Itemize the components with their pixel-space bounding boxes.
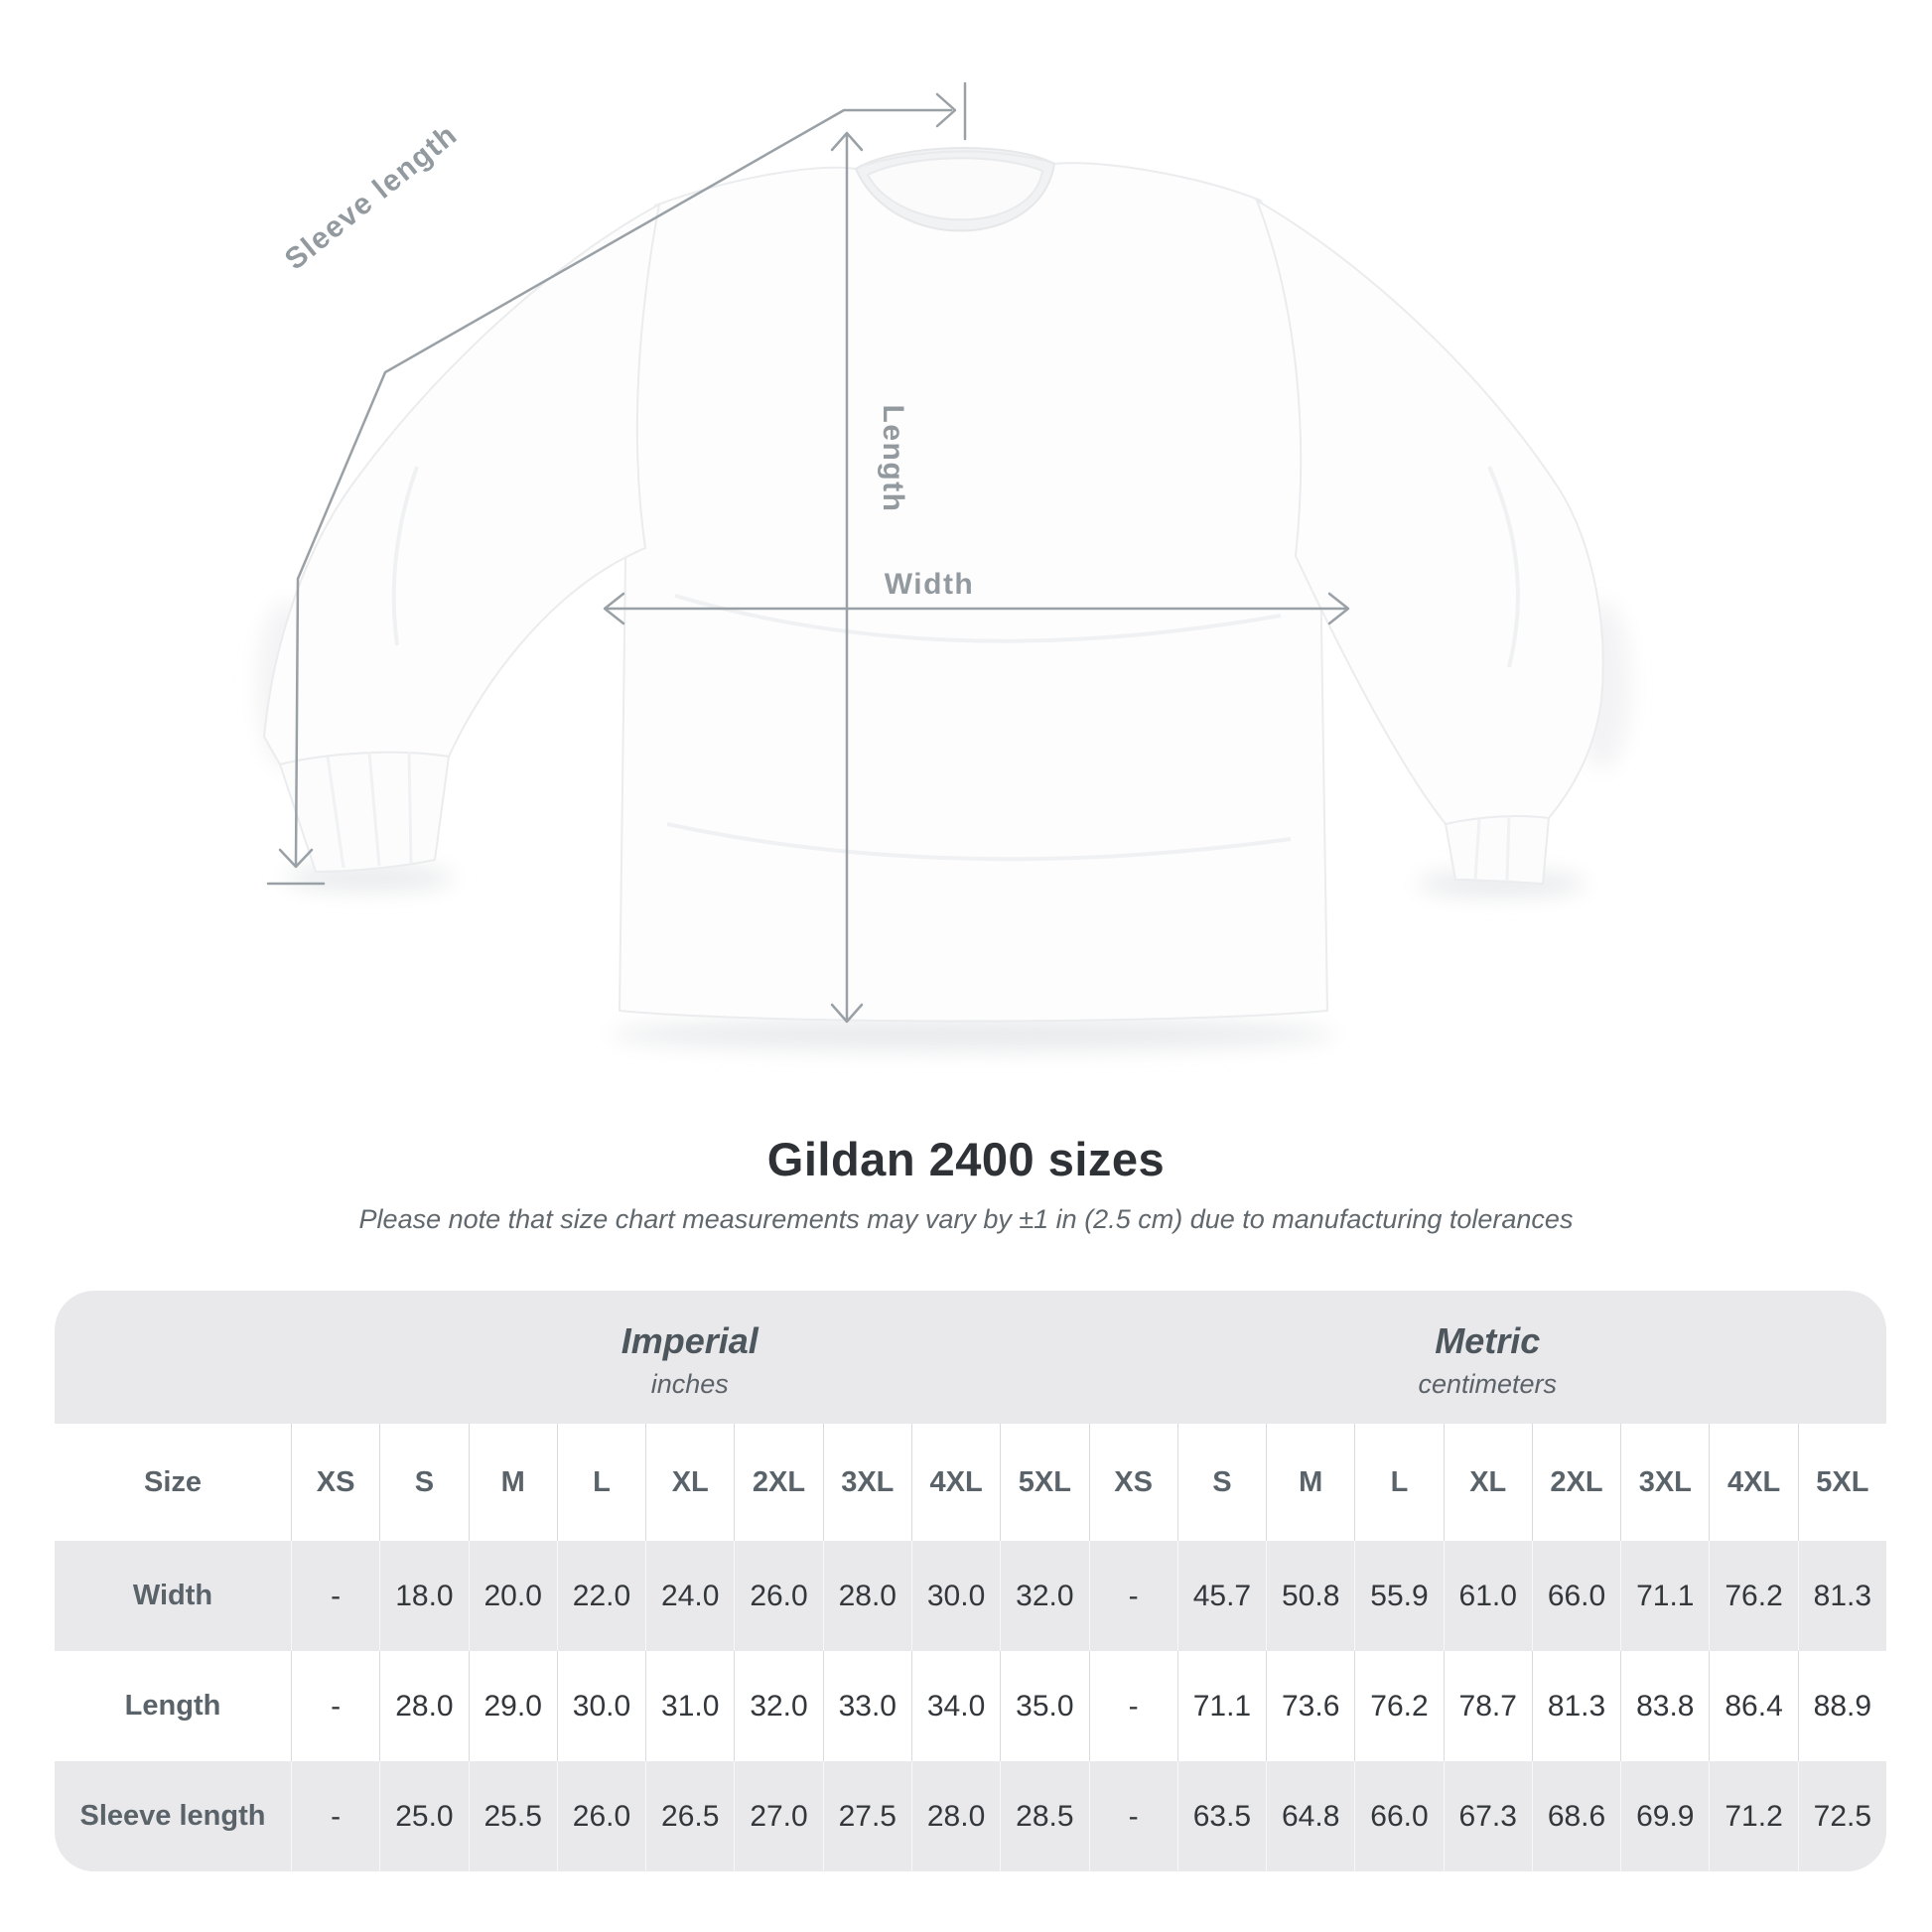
- value-cell: 26.5: [645, 1761, 734, 1871]
- row-label: Length: [124, 1690, 221, 1722]
- value-cell: 67.3: [1444, 1761, 1532, 1871]
- value-cell: -: [291, 1651, 379, 1761]
- value-cell: -: [291, 1541, 379, 1651]
- size-column-header: XL: [1444, 1424, 1532, 1541]
- value-cell: 28.0: [823, 1541, 911, 1651]
- value-cell: 45.7: [1177, 1541, 1266, 1651]
- value-cell: 27.0: [734, 1761, 822, 1871]
- length-label: Length: [877, 404, 909, 513]
- value-cell: 50.8: [1266, 1541, 1354, 1651]
- value-cell: 61.0: [1444, 1541, 1532, 1651]
- value-cell: 76.2: [1709, 1541, 1797, 1651]
- value-cell: -: [1089, 1761, 1177, 1871]
- value-cell: 83.8: [1620, 1651, 1709, 1761]
- value-cell: 55.9: [1354, 1541, 1443, 1651]
- value-cell: 71.2: [1709, 1761, 1797, 1871]
- metric-title: Metric: [1435, 1320, 1541, 1361]
- size-column-header: 4XL: [911, 1424, 1000, 1541]
- size-column-header: XS: [291, 1424, 379, 1541]
- table-row: [55, 1761, 1886, 1871]
- size-column-header: L: [1354, 1424, 1443, 1541]
- value-cell: 69.9: [1620, 1761, 1709, 1871]
- value-cell: 26.0: [734, 1541, 822, 1651]
- value-cell: 34.0: [911, 1651, 1000, 1761]
- unit-group-band: [55, 1291, 1886, 1424]
- size-column-header: 3XL: [1620, 1424, 1709, 1541]
- value-cell: 81.3: [1798, 1541, 1886, 1651]
- value-cell: 76.2: [1354, 1651, 1443, 1761]
- shirt-left-cuff: [280, 753, 449, 872]
- value-cell: 73.6: [1266, 1651, 1354, 1761]
- imperial-title: Imperial: [621, 1320, 759, 1361]
- value-cell: 32.0: [734, 1651, 822, 1761]
- value-cell: 64.8: [1266, 1761, 1354, 1871]
- value-cell: 32.0: [1000, 1541, 1088, 1651]
- value-cell: 28.5: [1000, 1761, 1088, 1871]
- row-label: Sleeve length: [79, 1800, 266, 1832]
- value-cell: 71.1: [1177, 1651, 1266, 1761]
- value-cell: 78.7: [1444, 1651, 1532, 1761]
- metric-group-header: [1089, 1291, 1887, 1424]
- page-title: Gildan 2400 sizes: [766, 1133, 1166, 1185]
- value-cell: 66.0: [1532, 1541, 1620, 1651]
- size-column-header: S: [379, 1424, 468, 1541]
- value-cell: 25.0: [379, 1761, 468, 1871]
- size-header-row: [55, 1424, 1886, 1541]
- value-cell: 66.0: [1354, 1761, 1443, 1871]
- width-label: Width: [884, 568, 975, 601]
- sleeve-length-label: Sleeve length: [278, 117, 465, 277]
- metric-unit: centimeters: [1418, 1369, 1558, 1399]
- size-column-header: XS: [1089, 1424, 1177, 1541]
- value-cell: 25.5: [469, 1761, 557, 1871]
- value-cell: 68.6: [1532, 1761, 1620, 1871]
- value-cell: 24.0: [645, 1541, 734, 1651]
- size-column-header: S: [1177, 1424, 1266, 1541]
- value-cell: 63.5: [1177, 1761, 1266, 1871]
- table-row: [55, 1651, 1886, 1761]
- value-cell: 72.5: [1798, 1761, 1886, 1871]
- value-cell: 71.1: [1620, 1541, 1709, 1651]
- value-cell: 28.0: [379, 1651, 468, 1761]
- imperial-group-header: [291, 1291, 1089, 1424]
- size-column-header: XL: [645, 1424, 734, 1541]
- row-label: Width: [132, 1580, 213, 1611]
- size-column-header: M: [1266, 1424, 1354, 1541]
- size-column-header: L: [557, 1424, 645, 1541]
- value-cell: 30.0: [911, 1541, 1000, 1651]
- value-cell: -: [1089, 1541, 1177, 1651]
- value-cell: 20.0: [469, 1541, 557, 1651]
- value-cell: -: [291, 1761, 379, 1871]
- value-cell: 22.0: [557, 1541, 645, 1651]
- size-table: [55, 1291, 1886, 1871]
- size-column-header: 3XL: [823, 1424, 911, 1541]
- size-header-cell: Size: [143, 1465, 203, 1498]
- size-column-header: M: [469, 1424, 557, 1541]
- value-cell: 81.3: [1532, 1651, 1620, 1761]
- shirt-right-cuff: [1446, 816, 1549, 884]
- size-column-header: 5XL: [1798, 1424, 1886, 1541]
- value-cell: 33.0: [823, 1651, 911, 1761]
- value-cell: 26.0: [557, 1761, 645, 1871]
- value-cell: 31.0: [645, 1651, 734, 1761]
- value-cell: 18.0: [379, 1541, 468, 1651]
- value-cell: 29.0: [469, 1651, 557, 1761]
- value-cell: 28.0: [911, 1761, 1000, 1871]
- imperial-unit: inches: [650, 1369, 729, 1399]
- value-cell: 30.0: [557, 1651, 645, 1761]
- value-cell: 27.5: [823, 1761, 911, 1871]
- table-rows: [55, 1541, 1886, 1871]
- value-cell: 86.4: [1709, 1651, 1797, 1761]
- shirt-left-sleeve: [264, 205, 659, 764]
- value-cell: 88.9: [1798, 1651, 1886, 1761]
- page-subtitle: Please note that size chart measurements may vary by ±1 in (2.5 cm) due to manufacturing tolerances: [358, 1204, 1574, 1234]
- size-column-header: 5XL: [1000, 1424, 1088, 1541]
- size-column-header: 2XL: [734, 1424, 822, 1541]
- table-row: [55, 1541, 1886, 1651]
- value-cell: 35.0: [1000, 1651, 1088, 1761]
- size-column-header: 2XL: [1532, 1424, 1620, 1541]
- size-column-header: 4XL: [1709, 1424, 1797, 1541]
- value-cell: -: [1089, 1651, 1177, 1761]
